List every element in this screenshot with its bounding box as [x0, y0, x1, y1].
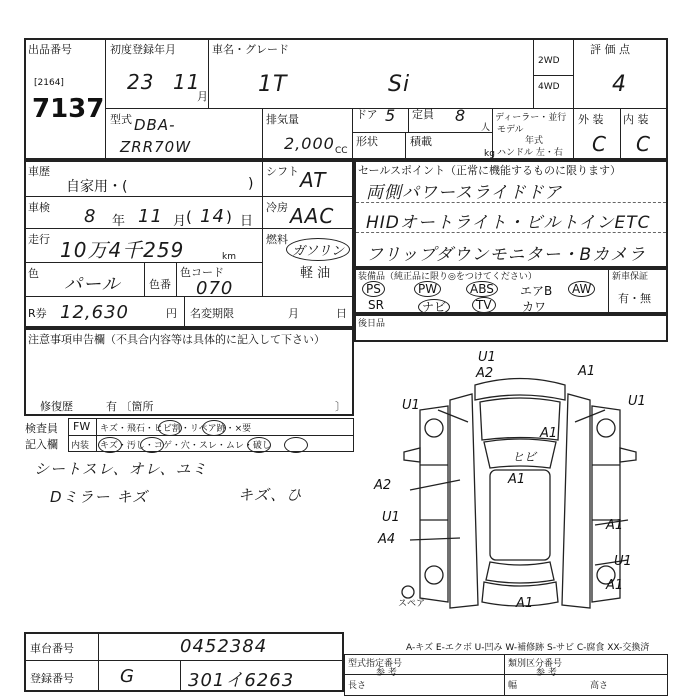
cap-unit: 人	[481, 123, 491, 133]
equip-airbag: エアB	[520, 284, 553, 298]
fourwd-label: 4WD	[538, 82, 560, 92]
inspect-year: 8	[84, 206, 97, 227]
repair-value: 有 〔箇所	[106, 400, 154, 413]
year-label: 年式	[525, 136, 544, 146]
rating-label: 評 価 点	[590, 43, 630, 56]
inspector-note-1: シートスレ、オレ、ユミ	[34, 460, 208, 478]
inspector-label-2: 記入欄	[25, 438, 58, 451]
inspector-note-2: Dミラー キズ	[50, 488, 149, 506]
color-value: パール	[64, 274, 121, 295]
cap-label: 定員	[412, 108, 434, 121]
dmg-mark-8: A1	[508, 472, 526, 487]
regno-label: 登録番号	[30, 672, 74, 685]
inspect-day: 14	[200, 206, 225, 227]
width-label: 幅	[508, 681, 518, 691]
dmg-mark-9: A2	[374, 478, 392, 493]
regno-prefix: G	[120, 666, 135, 687]
sales-line-3: フリップダウンモニター・Bカメラ	[366, 245, 647, 265]
history-value: 自家用・(	[66, 179, 128, 195]
type-label: 型式指定番号	[348, 659, 403, 669]
name-change-m: 月	[288, 307, 299, 320]
recycle-unit: 円	[166, 307, 177, 320]
rating-value: 4	[612, 72, 627, 97]
fw-row: キズ・飛石・ヒビ割・リペア跡・×要	[100, 424, 252, 434]
equip-navi: ナビ	[418, 298, 450, 315]
dmg-mark-11: A1	[606, 518, 624, 533]
dmg-mark-6: A1	[540, 426, 558, 441]
notes-label: 注意事項申告欄（不具合内容等は具体的に記入して下さい）	[28, 333, 325, 346]
dmg-mark-7: ヒビ	[512, 450, 537, 464]
dmg-mark-12: A4	[378, 532, 396, 547]
dmg-mark-3: A1	[578, 364, 596, 379]
dealer-label: ディーラー・並行	[495, 113, 567, 123]
height-label: 高さ	[590, 681, 609, 691]
mileage-value: 10万4千259	[60, 238, 185, 262]
equip-leather: カワ	[522, 300, 547, 314]
dmg-mark-5: U1	[628, 394, 646, 409]
length-label: 長さ	[348, 681, 367, 691]
inspector-note-3: キズ、ひ	[238, 486, 303, 504]
interior-row: キズ・汚し・コゲ・穴・スレ・ムレ・破し	[100, 441, 271, 451]
name-change-label: 名変期限	[190, 307, 234, 320]
dmg-mark-10: U1	[382, 510, 400, 525]
class-label: 類別区分番号	[508, 659, 563, 669]
dmg-mark-4: U1	[402, 398, 420, 413]
door-value: 5	[385, 106, 397, 125]
repair-end: 〕	[335, 400, 346, 413]
model-2: ZRR70W	[120, 138, 192, 156]
int-label: 内 装	[623, 113, 649, 126]
equipment-label: 装備品（純正品に限り◎をつけてください）	[358, 272, 537, 282]
car-name: 1T	[258, 72, 288, 97]
inspect-d-unit: 日	[240, 214, 254, 229]
shape-label: 形状	[356, 135, 378, 148]
name-change-d: 日	[336, 307, 347, 320]
handle-label: ハンドル 左・右	[497, 148, 563, 158]
inspect-y-unit: 年	[112, 214, 126, 229]
lot-label: 出品番号	[28, 43, 72, 56]
spare-label: スペア	[398, 599, 426, 609]
history-value-end: )	[248, 176, 254, 192]
car-diagram	[380, 370, 670, 620]
equip-abs: ABS	[466, 282, 498, 296]
recycle-value: 12,630	[60, 302, 129, 323]
history-label: 車歴	[28, 165, 50, 178]
after-block	[354, 314, 668, 342]
sales-line-2: HIDオートライト・ビルトインETC	[366, 213, 651, 233]
lot-sub: [2164]	[34, 78, 64, 88]
load-label: 積載	[410, 135, 432, 148]
inspect-month: 11	[138, 206, 163, 227]
lot-number: 7137	[32, 94, 105, 124]
sales-label: セールスポイント（正常に機能するものに限ります）	[358, 164, 622, 177]
cool-value: AAC	[290, 204, 335, 228]
shift-value: AT	[300, 168, 327, 192]
name-label: 車名・グレード	[212, 43, 289, 56]
model-label: 型式	[110, 113, 132, 126]
reg-year: 23	[127, 70, 155, 94]
equip-pw: PW	[414, 282, 441, 296]
colorcode-label: 色コード	[180, 266, 224, 279]
equip-aw: AW	[568, 282, 595, 296]
dmg-mark-1: U1	[478, 350, 496, 365]
recycle-label: R券	[28, 307, 47, 320]
model-year-label: モデル	[497, 125, 524, 135]
inspect-label: 車検	[28, 201, 50, 214]
dmg-mark-2: A2	[476, 366, 494, 381]
manual-value: 有・無	[618, 292, 651, 305]
reg-label: 初度登録年月	[110, 43, 176, 56]
door-label: ドア	[356, 108, 378, 121]
shift-label: シフト	[266, 165, 299, 178]
dmg-mark-15: A1	[516, 596, 534, 611]
dmg-mark-14: A1	[606, 578, 624, 593]
chassis-label: 車台番号	[30, 642, 74, 655]
ext-label: 外 装	[578, 113, 604, 126]
ext-value: C	[592, 132, 607, 156]
inspect-m-unit: 月	[173, 214, 187, 229]
chassis-value: 0452384	[180, 636, 268, 657]
inspector-label-1: 検査員	[25, 422, 58, 435]
equip-sr: SR	[368, 298, 384, 312]
fw-head: FW	[73, 420, 91, 433]
ref-2: 参 考	[536, 668, 557, 678]
manual-label: 新車保証	[612, 272, 649, 282]
reg-month: 11	[173, 70, 201, 94]
disp-label: 排気量	[266, 113, 299, 126]
colorcode-value: 070	[196, 278, 234, 299]
fuel-value-diesel: 軽 油	[300, 266, 331, 281]
int-value: C	[636, 132, 651, 156]
disp-unit: CC	[335, 146, 348, 156]
fuel-label: 燃料	[266, 233, 288, 246]
interior-head: 内装	[71, 441, 90, 451]
cap-value: 8	[455, 106, 467, 125]
regno-value: 301イ6263	[188, 670, 295, 691]
colorno-label: 色番	[149, 278, 171, 291]
cool-label: 冷房	[266, 201, 288, 214]
dmg-mark-13: U1	[614, 554, 632, 569]
car-grade: Si	[388, 72, 411, 97]
mileage-label: 走行	[28, 233, 50, 246]
twowd-label: 2WD	[538, 56, 560, 66]
model-1: DBA-	[134, 116, 176, 134]
mileage-unit: km	[222, 252, 236, 262]
repair-label: 修復歴	[40, 400, 73, 413]
sales-line-1: 両側パワースライドドア	[366, 183, 563, 203]
reg-month-unit: 月	[197, 90, 208, 103]
fuel-value-gasoline: ガソリン	[286, 238, 350, 261]
color-label: 色	[28, 267, 39, 280]
equip-tv: TV	[472, 298, 496, 312]
load-unit: kg	[484, 149, 495, 159]
equip-ps: PS	[362, 282, 385, 296]
damage-legend: A-キズ E-エクボ U-凹み W-補修跡 S-サビ C-腐食 XX-交換済	[406, 643, 650, 653]
ref-1: 参 考	[376, 668, 397, 678]
after-label: 後日品	[358, 319, 386, 329]
disp-value: 2,000	[284, 134, 335, 153]
